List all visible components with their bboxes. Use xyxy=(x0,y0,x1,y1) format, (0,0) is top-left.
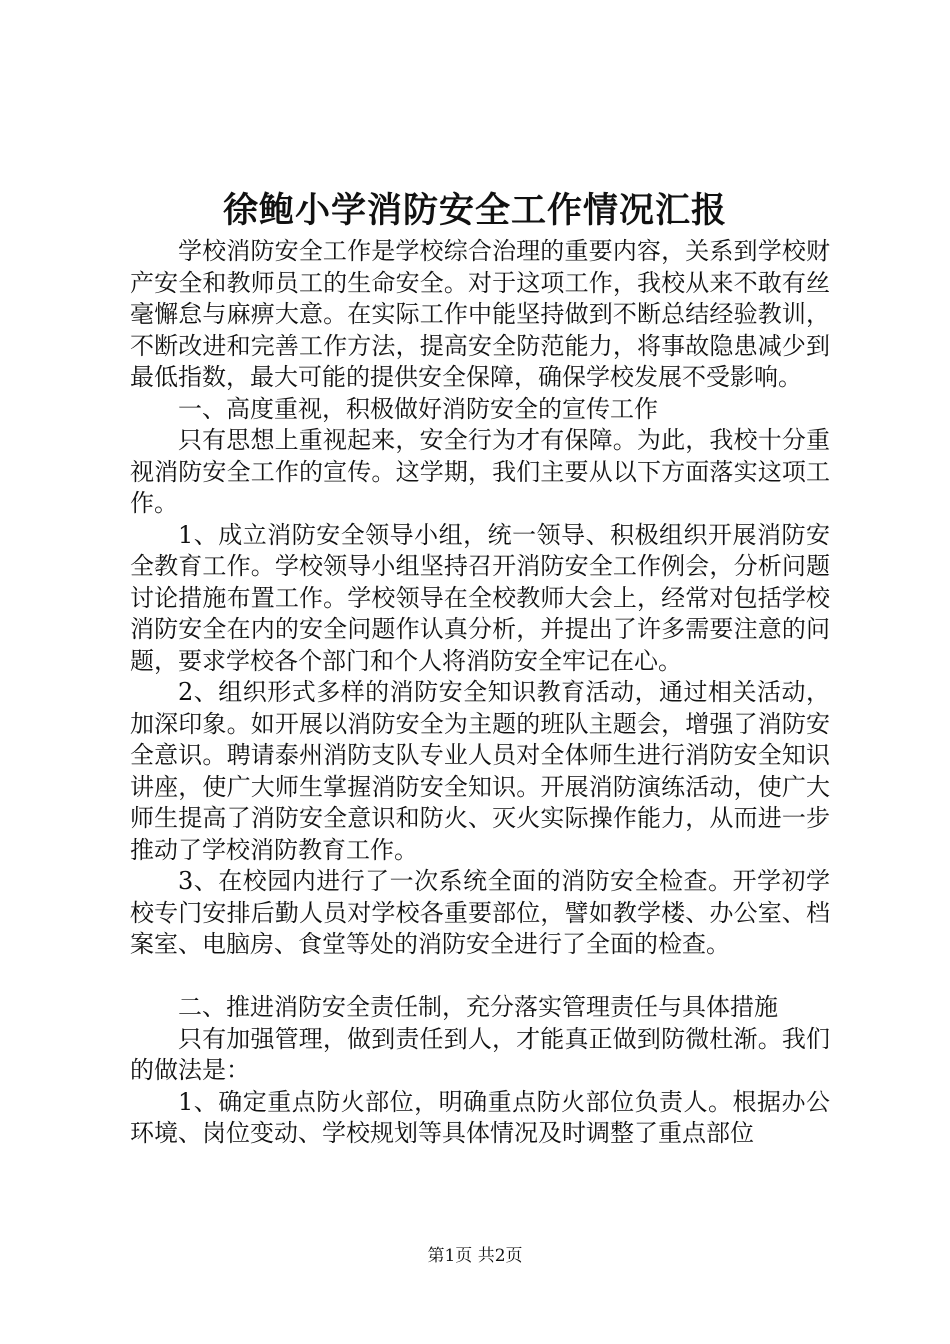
page-footer: 第1页 共2页 xyxy=(427,1246,523,1266)
section-heading-2: 二、推进消防安全责任制，充分落实管理责任与具体措施 xyxy=(178,993,778,1021)
paragraph-intro: 学校消防安全工作是学校综合治理的重要内容，关系到学校财产安全和教师员工的生命安全。对于这项工作，我校从来不敢有丝毫懈怠与麻痹大意。在实际工作中能坚持做到不断总结经验教训，不断改进和完善工作方法，提高安全防范能力，将事故隐患减少到最低指数，最大可能的提供安全保障，确保学校发展不受影响。 xyxy=(130,237,830,391)
paragraph-spacer xyxy=(130,961,830,993)
paragraph-item-1: 1、成立消防安全领导小组，统一领导、积极组织开展消防安全教育工作。学校领导小组坚持召开消防安全工作例会，分析问题讨论措施布置工作。学校领导在全校教师大会上，经常对包括学校消防安全在内的安全问题作认真分析，并提出了许多需要注意的问题，要求学校各个部门和个人将消防安全牢记在心。 xyxy=(130,520,830,675)
paragraph-section-2-item-1: 1、确定重点防火部位，明确重点防火部位负责人。根据办公环境、岗位变动、学校规划等具体情况及时调整了重点部位 xyxy=(130,1087,830,1147)
paragraph-section-1-intro: 只有思想上重视起来，安全行为才有保障。为此，我校十分重视消防安全工作的宣传。这学期，我们主要从以下方面落实这项工作。 xyxy=(130,426,830,517)
paragraph-item-2: 2、组织形式多样的消防安全知识教育活动，通过相关活动，加深印象。如开展以消防安全为主题的班队主题会，增强了消防安全意识。聘请泰州消防支队专业人员对全体师生进行消防安全知识讲座，使广大师生掌握消防安全知识。开展消防演练活动，使广大师生提高了消防安全意识和防火、灭火实际操作能力，从而进一步推动了学校消防教育工作。 xyxy=(130,678,830,864)
section-heading-1: 一、高度重视，积极做好消防安全的宣传工作 xyxy=(178,394,658,423)
document-title: 徐鲍小学消防安全工作情况汇报 xyxy=(222,190,727,231)
paragraph-section-2-intro: 只有加强管理，做到责任到人，才能真正做到防微杜渐。我们的做法是： xyxy=(130,1024,830,1084)
document-body xyxy=(130,236,830,1150)
paragraph-item-3: 3、在校园内进行了一次系统全面的消防安全检查。开学初学校专门安排后勤人员对学校各重要部位，譬如教学楼、办公室、档案室、电脑房、食堂等处的消防安全进行了全面的检查。 xyxy=(130,867,830,958)
